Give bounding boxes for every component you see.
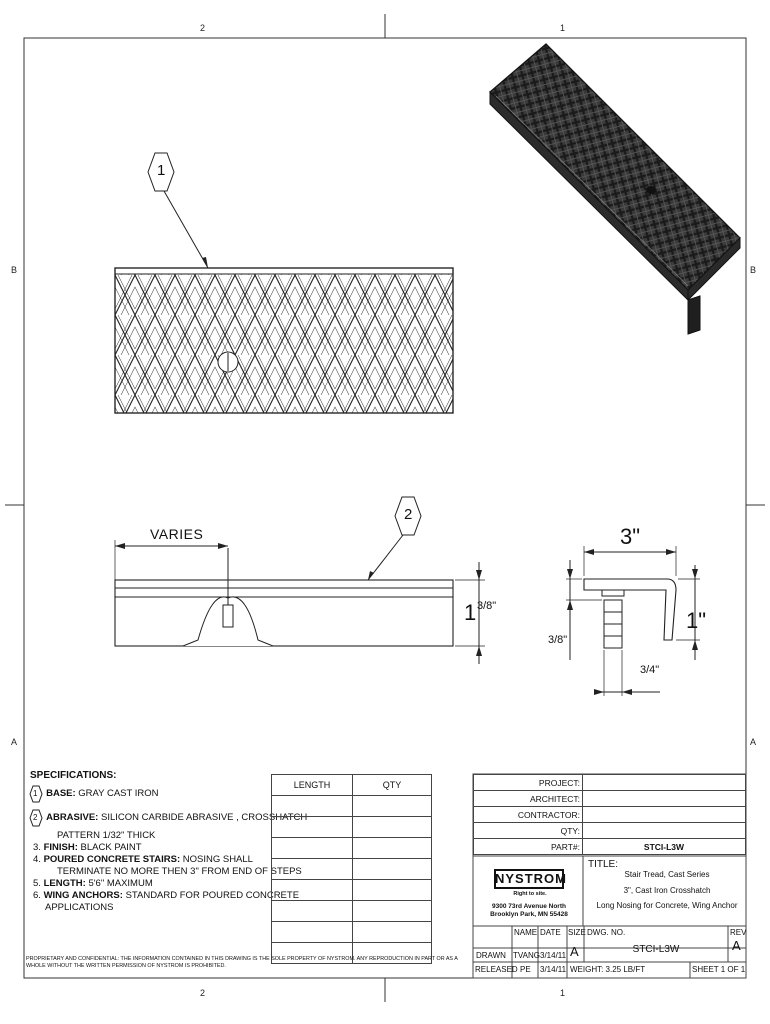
architect-label: ARCHITECT: xyxy=(474,791,583,807)
name-label: NAME xyxy=(514,928,538,937)
qty-header: QTY xyxy=(353,775,432,796)
spec-text-cont: APPLICATIONS xyxy=(45,902,114,913)
spec-label: WING ANCHORS: xyxy=(43,890,123,901)
spec-text-cont: PATTERN 1/32" THICK xyxy=(57,830,156,841)
specifications-title: SPECIFICATIONS: xyxy=(30,770,117,781)
spec-num: 6. xyxy=(33,890,41,901)
spec-text: NOSING SHALL xyxy=(182,854,253,865)
zone-top-2: 2 xyxy=(200,23,206,33)
size-value: A xyxy=(570,944,579,959)
spec-num: 4. xyxy=(33,854,41,865)
spec-num: 1 xyxy=(33,789,38,798)
released-date: 3/14/11 xyxy=(540,965,567,974)
project-label: PROJECT: xyxy=(474,775,583,791)
zone-bottom-1: 1 xyxy=(560,988,566,998)
spec-label: POURED CONCRETE STAIRS: xyxy=(43,854,181,865)
spec-num: 5. xyxy=(33,878,41,889)
callout-2-label: 2 xyxy=(404,506,413,523)
size-label: SIZE xyxy=(568,928,586,937)
spec-label: ABRASIVE: xyxy=(46,812,99,823)
title-line-2: 3", Cast Iron Crosshatch xyxy=(623,886,711,895)
spec-label: FINISH: xyxy=(43,842,78,853)
dim-3-8-anchor: 3/8" xyxy=(548,634,568,646)
dim-1-3-8-whole: 1 xyxy=(464,600,477,625)
sheet-number: SHEET 1 OF 1 xyxy=(692,965,746,974)
zone-left-b: B xyxy=(11,265,18,275)
rev-value: A xyxy=(732,938,741,953)
spec-text: GRAY CAST IRON xyxy=(78,788,159,799)
drawn-name: TVANG xyxy=(513,951,540,960)
part-label: PART#: xyxy=(474,839,583,855)
part-value: STCI-L3W xyxy=(583,839,746,855)
callout-1-label: 1 xyxy=(157,162,166,179)
title-line-1: Stair Tread, Cast Series xyxy=(624,870,710,879)
date-label: DATE xyxy=(540,928,561,937)
dim-varies: VARIES xyxy=(150,526,204,542)
nystrom-logo: NYSTROM xyxy=(495,871,567,886)
spec-text: 5'6" MAXIMUM xyxy=(88,878,153,889)
spec-text: BLACK PAINT xyxy=(80,842,142,853)
length-header: LENGTH xyxy=(272,775,353,796)
zone-top-1: 1 xyxy=(560,23,566,33)
title-label: TITLE: xyxy=(588,859,619,870)
contractor-label: CONTRACTOR: xyxy=(474,807,583,823)
zone-left-a: A xyxy=(11,737,18,747)
tagline: Right to site. xyxy=(513,891,547,897)
weight-value: WEIGHT: 3.25 LB/FT xyxy=(570,965,646,974)
qty-label: QTY: xyxy=(474,823,583,839)
spec-num: 3. xyxy=(33,842,41,853)
rev-label: REV xyxy=(730,928,747,937)
dwg-no-label: DWG. NO. xyxy=(587,928,626,937)
title-line-3: Long Nosing for Concrete, Wing Anchor xyxy=(596,901,738,910)
spec-text-cont: TERMINATE NO MORE THEN 3" FROM END OF STEPS xyxy=(57,866,302,877)
zone-right-b: B xyxy=(750,265,757,275)
dim-1-inch: 1" xyxy=(686,608,707,633)
proprietary-notice: PROPRIETARY AND CONFIDENTIAL: THE INFORMATION CONTAINED IN THIS DRAWING IS THE SOLE PROPERTY OF NYSTROM. ANY REPRODUCTION IN PART OR AS A WHOLE WITHOUT THE WRITTEN PERMISSION OF NYSTROM IS PROHIBITED. xyxy=(26,956,458,969)
spec-label: LENGTH: xyxy=(43,878,86,889)
drawn-label: DRAWN xyxy=(476,951,506,960)
released-name: PE xyxy=(520,965,531,974)
spec-text: SILICON CARBIDE ABRASIVE , CROSSHATCH xyxy=(101,812,308,823)
drawn-date: 3/14/11 xyxy=(540,951,567,960)
released-label: RELEASED xyxy=(475,965,518,974)
spec-num: 2 xyxy=(33,813,38,822)
dwg-no-value: STCI-L3W xyxy=(632,944,680,955)
address-line-1: 9300 73rd Avenue North xyxy=(492,903,566,910)
dim-3-inch: 3" xyxy=(620,524,641,549)
dim-1-3-8-frac: 3/8" xyxy=(477,600,497,612)
spec-text: STANDARD FOR POURED CONCRETE xyxy=(125,890,300,901)
zone-right-a: A xyxy=(750,737,757,747)
dim-3-4-anchor: 3/4" xyxy=(640,664,660,676)
spec-label: BASE: xyxy=(46,788,76,799)
address-line-2: Brooklyn Park, MN 55428 xyxy=(490,911,568,918)
zone-bottom-2: 2 xyxy=(200,988,206,998)
